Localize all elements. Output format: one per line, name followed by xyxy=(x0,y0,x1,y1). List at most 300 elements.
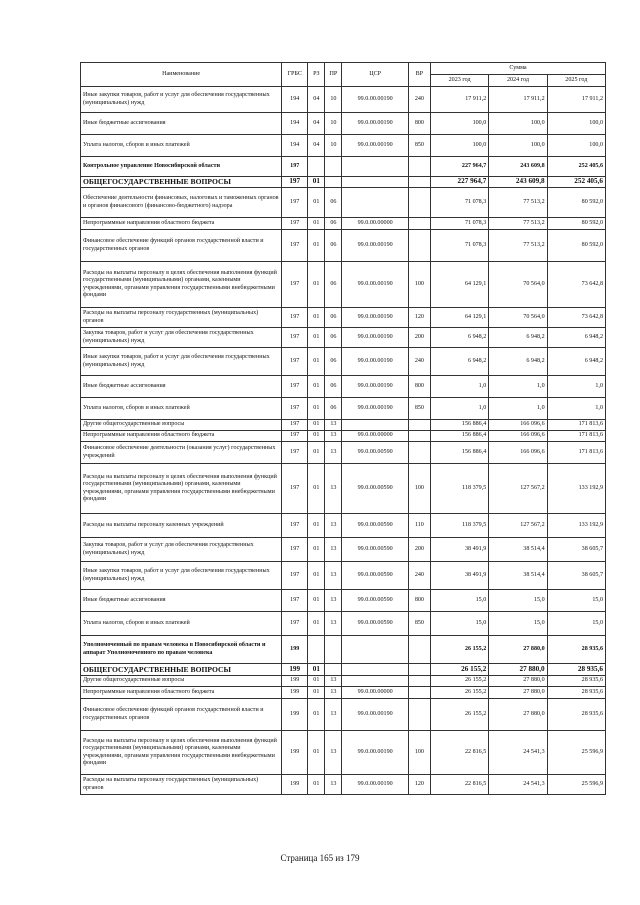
table-row xyxy=(81,87,606,113)
row-rz: 01 xyxy=(308,538,325,562)
header-csr: ЦСР xyxy=(342,63,408,87)
row-amount-2025: 252 405,6 xyxy=(547,157,605,177)
row-vr: 120 xyxy=(408,308,430,328)
row-grbs: 197 xyxy=(282,157,308,177)
row-name: Расходы на выплаты персоналу государственных (муниципальных) органов xyxy=(81,308,282,328)
row-name: Финансовое обеспечение функций органов государственной власти и государственных органов xyxy=(81,230,282,262)
table-row xyxy=(81,398,606,420)
row-vr xyxy=(408,230,430,262)
row-amount-2024: 6 948,2 xyxy=(489,348,547,376)
row-amount-2024: 1,0 xyxy=(489,376,547,398)
row-vr: 850 xyxy=(408,135,430,157)
row-csr: 99.0.00.00590 xyxy=(342,538,408,562)
row-rz: 01 xyxy=(308,562,325,590)
row-amount-2024: 243 609,8 xyxy=(489,157,547,177)
row-amount-2023: 71 078,3 xyxy=(430,230,488,262)
header-year-2025: 2025 год xyxy=(547,75,605,87)
row-amount-2023: 64 129,1 xyxy=(430,262,488,308)
table-row xyxy=(81,308,606,328)
row-csr: 99.0.00.00590 xyxy=(342,442,408,464)
row-csr xyxy=(342,188,408,218)
row-name: Расходы на выплаты персоналу в целях обеспечения выполнения функций государственными (муниципальными) органами, казенными учреждениями, органами управления государственными внебюджетными фондами xyxy=(81,731,282,775)
row-vr xyxy=(408,157,430,177)
row-rz: 01 xyxy=(308,398,325,420)
row-rz: 01 xyxy=(308,431,325,442)
row-grbs: 199 xyxy=(282,775,308,795)
table-row xyxy=(81,348,606,376)
header-sums: Сумма xyxy=(430,63,605,75)
row-pr: 13 xyxy=(325,612,342,636)
table-row xyxy=(81,218,606,230)
row-vr: 800 xyxy=(408,376,430,398)
row-csr: 99.0.00.00590 xyxy=(342,514,408,538)
row-vr xyxy=(408,636,430,664)
row-amount-2025: 252 405,6 xyxy=(547,177,605,188)
row-rz: 01 xyxy=(308,699,325,731)
row-amount-2023: 156 886,4 xyxy=(430,431,488,442)
row-amount-2024: 27 880,0 xyxy=(489,676,547,687)
row-amount-2023: 71 078,3 xyxy=(430,188,488,218)
table-row xyxy=(81,590,606,612)
row-rz: 01 xyxy=(308,177,325,188)
row-vr: 800 xyxy=(408,590,430,612)
row-rz: 04 xyxy=(308,135,325,157)
row-amount-2024: 77 513,2 xyxy=(489,188,547,218)
header-rz: РЗ xyxy=(308,63,325,87)
row-amount-2024: 27 880,0 xyxy=(489,699,547,731)
row-csr: 99.0.00.00190 xyxy=(342,262,408,308)
row-pr: 06 xyxy=(325,218,342,230)
row-grbs: 199 xyxy=(282,687,308,699)
row-pr: 06 xyxy=(325,376,342,398)
row-csr: 99.0.00.00000 xyxy=(342,218,408,230)
table-row xyxy=(81,731,606,775)
table-row xyxy=(81,687,606,699)
row-csr: 99.0.00.00190 xyxy=(342,308,408,328)
row-name: Уплата налогов, сборов и иных платежей xyxy=(81,612,282,636)
row-csr: 99.0.00.00190 xyxy=(342,328,408,348)
row-vr: 120 xyxy=(408,775,430,795)
row-pr: 06 xyxy=(325,188,342,218)
row-amount-2023: 227 964,7 xyxy=(430,177,488,188)
row-amount-2025: 73 642,8 xyxy=(547,308,605,328)
row-amount-2025: 6 948,2 xyxy=(547,348,605,376)
row-amount-2024: 100,0 xyxy=(489,135,547,157)
header-name: Наименование xyxy=(81,63,282,87)
row-grbs: 197 xyxy=(282,612,308,636)
table-row xyxy=(81,612,606,636)
row-amount-2025: 80 592,0 xyxy=(547,188,605,218)
row-amount-2025: 1,0 xyxy=(547,398,605,420)
row-amount-2023: 22 816,5 xyxy=(430,731,488,775)
row-grbs: 197 xyxy=(282,420,308,431)
row-grbs: 194 xyxy=(282,87,308,113)
row-csr: 99.0.00.00590 xyxy=(342,612,408,636)
row-name: Финансовое обеспечение функций органов государственной власти и государственных органов xyxy=(81,699,282,731)
row-amount-2023: 26 155,2 xyxy=(430,687,488,699)
row-pr: 06 xyxy=(325,348,342,376)
row-csr: 99.0.00.00190 xyxy=(342,348,408,376)
row-pr: 10 xyxy=(325,135,342,157)
table-row xyxy=(81,775,606,795)
table-row xyxy=(81,262,606,308)
table-row xyxy=(81,420,606,431)
row-name: Другие общегосударственные вопросы xyxy=(81,676,282,687)
row-amount-2023: 26 155,2 xyxy=(430,636,488,664)
row-name: Финансовое обеспечение деятельности (оказания услуг) государственных учреждений xyxy=(81,442,282,464)
row-csr xyxy=(342,157,408,177)
table-body xyxy=(81,87,606,795)
row-amount-2023: 156 886,4 xyxy=(430,442,488,464)
row-csr: 99.0.00.00590 xyxy=(342,590,408,612)
table-row xyxy=(81,562,606,590)
row-amount-2023: 17 911,2 xyxy=(430,87,488,113)
row-amount-2025: 15,0 xyxy=(547,612,605,636)
row-pr: 13 xyxy=(325,420,342,431)
row-rz: 01 xyxy=(308,230,325,262)
row-rz: 01 xyxy=(308,328,325,348)
row-csr xyxy=(342,676,408,687)
row-rz xyxy=(308,636,325,664)
row-name: Расходы на выплаты персоналу государственных (муниципальных) органов xyxy=(81,775,282,795)
row-amount-2023: 100,0 xyxy=(430,113,488,135)
row-name: Иные закупки товаров, работ и услуг для обеспечения государственных (муниципальных) нужд xyxy=(81,87,282,113)
row-name: Иные бюджетные ассигнования xyxy=(81,376,282,398)
row-grbs: 199 xyxy=(282,636,308,664)
header-grbs: ГРБС xyxy=(282,63,308,87)
row-amount-2025: 28 935,6 xyxy=(547,676,605,687)
row-pr: 13 xyxy=(325,442,342,464)
row-vr xyxy=(408,188,430,218)
row-grbs: 197 xyxy=(282,230,308,262)
row-amount-2024: 77 513,2 xyxy=(489,230,547,262)
row-grbs: 197 xyxy=(282,328,308,348)
row-name: Непрограммные направления областного бюджета xyxy=(81,431,282,442)
row-pr: 13 xyxy=(325,590,342,612)
row-amount-2025: 1,0 xyxy=(547,376,605,398)
row-pr: 13 xyxy=(325,731,342,775)
row-csr: 99.0.00.00590 xyxy=(342,562,408,590)
row-name: Иные бюджетные ассигнования xyxy=(81,113,282,135)
row-rz: 01 xyxy=(308,376,325,398)
row-amount-2023: 15,0 xyxy=(430,590,488,612)
row-grbs: 197 xyxy=(282,308,308,328)
row-amount-2024: 166 096,6 xyxy=(489,431,547,442)
row-grbs: 199 xyxy=(282,699,308,731)
row-amount-2024: 38 514,4 xyxy=(489,538,547,562)
row-grbs: 197 xyxy=(282,431,308,442)
row-grbs: 194 xyxy=(282,135,308,157)
row-rz: 01 xyxy=(308,612,325,636)
row-grbs: 197 xyxy=(282,218,308,230)
row-amount-2024: 27 880,0 xyxy=(489,636,547,664)
row-amount-2023: 1,0 xyxy=(430,398,488,420)
row-vr xyxy=(408,420,430,431)
row-amount-2024: 24 541,3 xyxy=(489,775,547,795)
row-amount-2023: 38 491,9 xyxy=(430,562,488,590)
row-rz: 01 xyxy=(308,420,325,431)
row-amount-2024: 17 911,2 xyxy=(489,87,547,113)
row-rz: 01 xyxy=(308,664,325,676)
row-rz: 01 xyxy=(308,348,325,376)
table-row xyxy=(81,177,606,188)
row-name: Непрограммные направления областного бюджета xyxy=(81,687,282,699)
row-amount-2024: 70 564,0 xyxy=(489,262,547,308)
row-amount-2025: 100,0 xyxy=(547,113,605,135)
row-amount-2025: 38 605,7 xyxy=(547,538,605,562)
row-grbs: 197 xyxy=(282,514,308,538)
row-vr xyxy=(408,218,430,230)
row-vr xyxy=(408,664,430,676)
row-name: ОБЩЕГОСУДАРСТВЕННЫЕ ВОПРОСЫ xyxy=(81,664,282,676)
row-pr: 13 xyxy=(325,699,342,731)
budget-table xyxy=(80,62,606,795)
row-vr: 100 xyxy=(408,464,430,514)
row-grbs: 197 xyxy=(282,262,308,308)
row-amount-2025: 17 911,2 xyxy=(547,87,605,113)
row-name: Иные бюджетные ассигнования xyxy=(81,590,282,612)
header-year-2023: 2023 год xyxy=(430,75,488,87)
row-name: Обеспечение деятельности финансовых, налоговых и таможенных органов и органов финансового (финансово-бюджетного) надзора xyxy=(81,188,282,218)
row-name: ОБЩЕГОСУДАРСТВЕННЫЕ ВОПРОСЫ xyxy=(81,177,282,188)
row-rz xyxy=(308,157,325,177)
row-amount-2023: 26 155,2 xyxy=(430,664,488,676)
row-rz: 01 xyxy=(308,464,325,514)
table-row xyxy=(81,699,606,731)
row-csr: 99.0.00.00190 xyxy=(342,230,408,262)
row-pr: 06 xyxy=(325,308,342,328)
row-vr: 110 xyxy=(408,514,430,538)
row-name: Уполномоченный по правам человека в Новосибирской области и аппарат Уполномоченного по правам человека xyxy=(81,636,282,664)
row-grbs: 197 xyxy=(282,177,308,188)
row-amount-2025: 171 813,6 xyxy=(547,420,605,431)
row-name: Закупка товаров, работ и услуг для обеспечения государственных (муниципальных) нужд xyxy=(81,328,282,348)
row-csr xyxy=(342,636,408,664)
row-name: Контрольное управление Новосибирской области xyxy=(81,157,282,177)
row-amount-2023: 6 948,2 xyxy=(430,328,488,348)
row-amount-2025: 25 596,9 xyxy=(547,731,605,775)
row-vr: 850 xyxy=(408,398,430,420)
row-grbs: 197 xyxy=(282,464,308,514)
row-amount-2023: 6 948,2 xyxy=(430,348,488,376)
row-grbs: 197 xyxy=(282,188,308,218)
row-amount-2025: 171 813,6 xyxy=(547,431,605,442)
row-amount-2024: 38 514,4 xyxy=(489,562,547,590)
row-amount-2024: 24 541,3 xyxy=(489,731,547,775)
row-csr xyxy=(342,664,408,676)
row-rz: 01 xyxy=(308,188,325,218)
row-pr xyxy=(325,636,342,664)
row-amount-2023: 118 379,5 xyxy=(430,514,488,538)
row-grbs: 194 xyxy=(282,113,308,135)
row-rz: 01 xyxy=(308,676,325,687)
row-amount-2024: 77 513,2 xyxy=(489,218,547,230)
row-amount-2024: 127 567,2 xyxy=(489,464,547,514)
table-row xyxy=(81,636,606,664)
row-amount-2025: 80 592,0 xyxy=(547,230,605,262)
row-csr xyxy=(342,177,408,188)
row-csr: 99.0.00.00190 xyxy=(342,775,408,795)
row-name: Уплата налогов, сборов и иных платежей xyxy=(81,135,282,157)
row-csr: 99.0.00.00190 xyxy=(342,699,408,731)
row-amount-2023: 38 491,9 xyxy=(430,538,488,562)
table-row xyxy=(81,376,606,398)
row-name: Иные закупки товаров, работ и услуг для обеспечения государственных (муниципальных) нужд xyxy=(81,348,282,376)
table-row xyxy=(81,676,606,687)
row-vr xyxy=(408,442,430,464)
row-rz: 01 xyxy=(308,218,325,230)
row-name: Другие общегосударственные вопросы xyxy=(81,420,282,431)
row-rz: 04 xyxy=(308,87,325,113)
row-rz: 01 xyxy=(308,731,325,775)
row-grbs: 199 xyxy=(282,664,308,676)
row-grbs: 197 xyxy=(282,376,308,398)
row-amount-2023: 26 155,2 xyxy=(430,676,488,687)
row-amount-2023: 64 129,1 xyxy=(430,308,488,328)
row-pr xyxy=(325,157,342,177)
row-pr: 06 xyxy=(325,328,342,348)
row-name: Расходы на выплаты персоналу в целях обеспечения выполнения функций государственными (муниципальными) органами, казенными учреждениями, органами управления государственными внебюджетными фондами xyxy=(81,262,282,308)
row-amount-2023: 1,0 xyxy=(430,376,488,398)
row-amount-2025: 28 935,6 xyxy=(547,687,605,699)
row-vr: 240 xyxy=(408,562,430,590)
row-amount-2025: 133 192,9 xyxy=(547,464,605,514)
row-pr: 13 xyxy=(325,538,342,562)
row-grbs: 199 xyxy=(282,731,308,775)
row-amount-2024: 70 564,0 xyxy=(489,308,547,328)
row-name: Уплата налогов, сборов и иных платежей xyxy=(81,398,282,420)
row-amount-2024: 100,0 xyxy=(489,113,547,135)
table-row xyxy=(81,464,606,514)
row-rz: 01 xyxy=(308,590,325,612)
table-row xyxy=(81,442,606,464)
row-amount-2024: 6 948,2 xyxy=(489,328,547,348)
row-amount-2025: 28 935,6 xyxy=(547,664,605,676)
row-pr: 13 xyxy=(325,687,342,699)
row-csr: 99.0.00.00190 xyxy=(342,113,408,135)
row-csr: 99.0.00.00190 xyxy=(342,87,408,113)
row-amount-2023: 15,0 xyxy=(430,612,488,636)
row-pr: 06 xyxy=(325,230,342,262)
row-amount-2025: 73 642,8 xyxy=(547,262,605,308)
table-row xyxy=(81,188,606,218)
row-vr xyxy=(408,177,430,188)
table-row xyxy=(81,514,606,538)
row-csr: 99.0.00.00190 xyxy=(342,731,408,775)
row-pr: 13 xyxy=(325,514,342,538)
row-amount-2023: 227 964,7 xyxy=(430,157,488,177)
row-name: Расходы на выплаты персоналу в целях обеспечения выполнения функций государственными (муниципальными) органами, казенными учреждениями, органами управления государственными внебюджетными фондами xyxy=(81,464,282,514)
row-amount-2024: 166 096,6 xyxy=(489,420,547,431)
row-grbs: 197 xyxy=(282,398,308,420)
row-amount-2024: 1,0 xyxy=(489,398,547,420)
table-row xyxy=(81,328,606,348)
row-vr: 850 xyxy=(408,612,430,636)
row-name: Закупка товаров, работ и услуг для обеспечения государственных (муниципальных) нужд xyxy=(81,538,282,562)
table-row xyxy=(81,157,606,177)
row-amount-2023: 26 155,2 xyxy=(430,699,488,731)
row-amount-2023: 118 379,5 xyxy=(430,464,488,514)
row-amount-2024: 15,0 xyxy=(489,590,547,612)
row-rz: 01 xyxy=(308,442,325,464)
row-amount-2025: 25 596,9 xyxy=(547,775,605,795)
row-grbs: 199 xyxy=(282,676,308,687)
row-amount-2024: 127 567,2 xyxy=(489,514,547,538)
row-amount-2023: 71 078,3 xyxy=(430,218,488,230)
row-pr: 13 xyxy=(325,775,342,795)
row-csr xyxy=(342,420,408,431)
row-rz: 01 xyxy=(308,687,325,699)
row-csr: 99.0.00.00190 xyxy=(342,135,408,157)
row-vr: 240 xyxy=(408,348,430,376)
table-row xyxy=(81,431,606,442)
row-grbs: 197 xyxy=(282,590,308,612)
row-vr: 100 xyxy=(408,731,430,775)
row-amount-2025: 38 605,7 xyxy=(547,562,605,590)
row-pr xyxy=(325,664,342,676)
row-pr: 06 xyxy=(325,262,342,308)
table-row xyxy=(81,230,606,262)
row-vr xyxy=(408,699,430,731)
row-amount-2024: 27 880,0 xyxy=(489,687,547,699)
row-csr: 99.0.00.00000 xyxy=(342,687,408,699)
row-grbs: 197 xyxy=(282,562,308,590)
table-row xyxy=(81,538,606,562)
row-amount-2025: 100,0 xyxy=(547,135,605,157)
row-pr: 13 xyxy=(325,562,342,590)
header-vr: ВР xyxy=(408,63,430,87)
row-pr: 13 xyxy=(325,431,342,442)
row-vr xyxy=(408,687,430,699)
row-vr: 200 xyxy=(408,328,430,348)
row-amount-2023: 156 886,4 xyxy=(430,420,488,431)
row-amount-2024: 166 096,6 xyxy=(489,442,547,464)
header-pr: ПР xyxy=(325,63,342,87)
row-pr xyxy=(325,177,342,188)
row-rz: 01 xyxy=(308,514,325,538)
row-name: Расходы на выплаты персоналу казенных учреждений xyxy=(81,514,282,538)
row-amount-2025: 171 813,6 xyxy=(547,442,605,464)
row-vr: 100 xyxy=(408,262,430,308)
row-vr: 240 xyxy=(408,87,430,113)
row-name: Непрограммные направления областного бюджета xyxy=(81,218,282,230)
row-csr: 99.0.00.00190 xyxy=(342,398,408,420)
table-row xyxy=(81,135,606,157)
row-vr xyxy=(408,676,430,687)
row-amount-2024: 15,0 xyxy=(489,612,547,636)
row-pr: 10 xyxy=(325,87,342,113)
row-amount-2025: 15,0 xyxy=(547,590,605,612)
row-rz: 01 xyxy=(308,775,325,795)
row-name: Иные закупки товаров, работ и услуг для обеспечения государственных (муниципальных) нужд xyxy=(81,562,282,590)
row-amount-2025: 80 592,0 xyxy=(547,218,605,230)
row-pr: 06 xyxy=(325,398,342,420)
page-number: Страница 165 из 179 xyxy=(280,853,360,863)
row-vr: 800 xyxy=(408,113,430,135)
row-amount-2023: 22 816,5 xyxy=(430,775,488,795)
row-amount-2024: 243 609,8 xyxy=(489,177,547,188)
row-pr: 10 xyxy=(325,113,342,135)
table-row xyxy=(81,113,606,135)
row-vr: 200 xyxy=(408,538,430,562)
row-amount-2023: 100,0 xyxy=(430,135,488,157)
row-grbs: 197 xyxy=(282,538,308,562)
row-grbs: 197 xyxy=(282,442,308,464)
row-amount-2024: 27 880,0 xyxy=(489,664,547,676)
row-amount-2025: 28 935,6 xyxy=(547,636,605,664)
row-amount-2025: 6 948,2 xyxy=(547,328,605,348)
row-amount-2025: 28 935,6 xyxy=(547,699,605,731)
